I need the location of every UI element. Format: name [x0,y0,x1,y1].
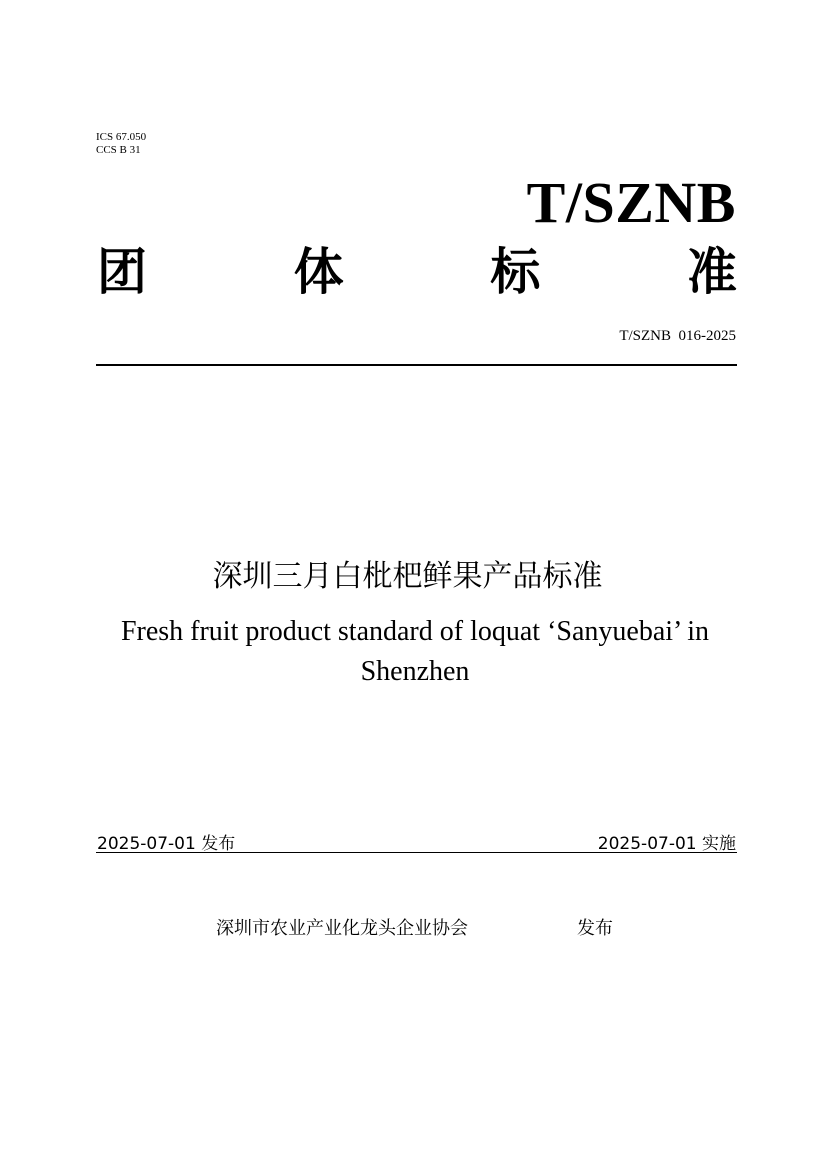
standard-number: T/SZNB 016-2025 [619,328,736,344]
date-divider [96,852,737,853]
standard-type-char: 团 [97,243,147,301]
organization-code: T/SZNB [526,170,736,235]
standard-type-char: 准 [686,243,737,301]
ics-code: ICS 67.050 [96,131,147,143]
issue-date: 2025-07-01 发布 [97,834,236,854]
document-title-chinese: 深圳三月白枇杷鲜果产品标准 [212,559,603,594]
standard-type-char: 标 [490,243,541,301]
standard-type-heading [97,241,737,303]
document-title-english: Fresh fruit product standard of loquat ‘Sanyuebai’ in Shenzhen [120,616,710,687]
standard-type-char: 体 [293,243,344,301]
ccs-code: CCS B 31 [96,144,141,156]
header-divider [96,364,737,366]
publisher-name: 深圳市农业产业化龙头企业协会 [216,918,468,939]
publisher-action: 发布 [577,918,613,939]
implementation-date: 2025-07-01 实施 [597,834,736,854]
